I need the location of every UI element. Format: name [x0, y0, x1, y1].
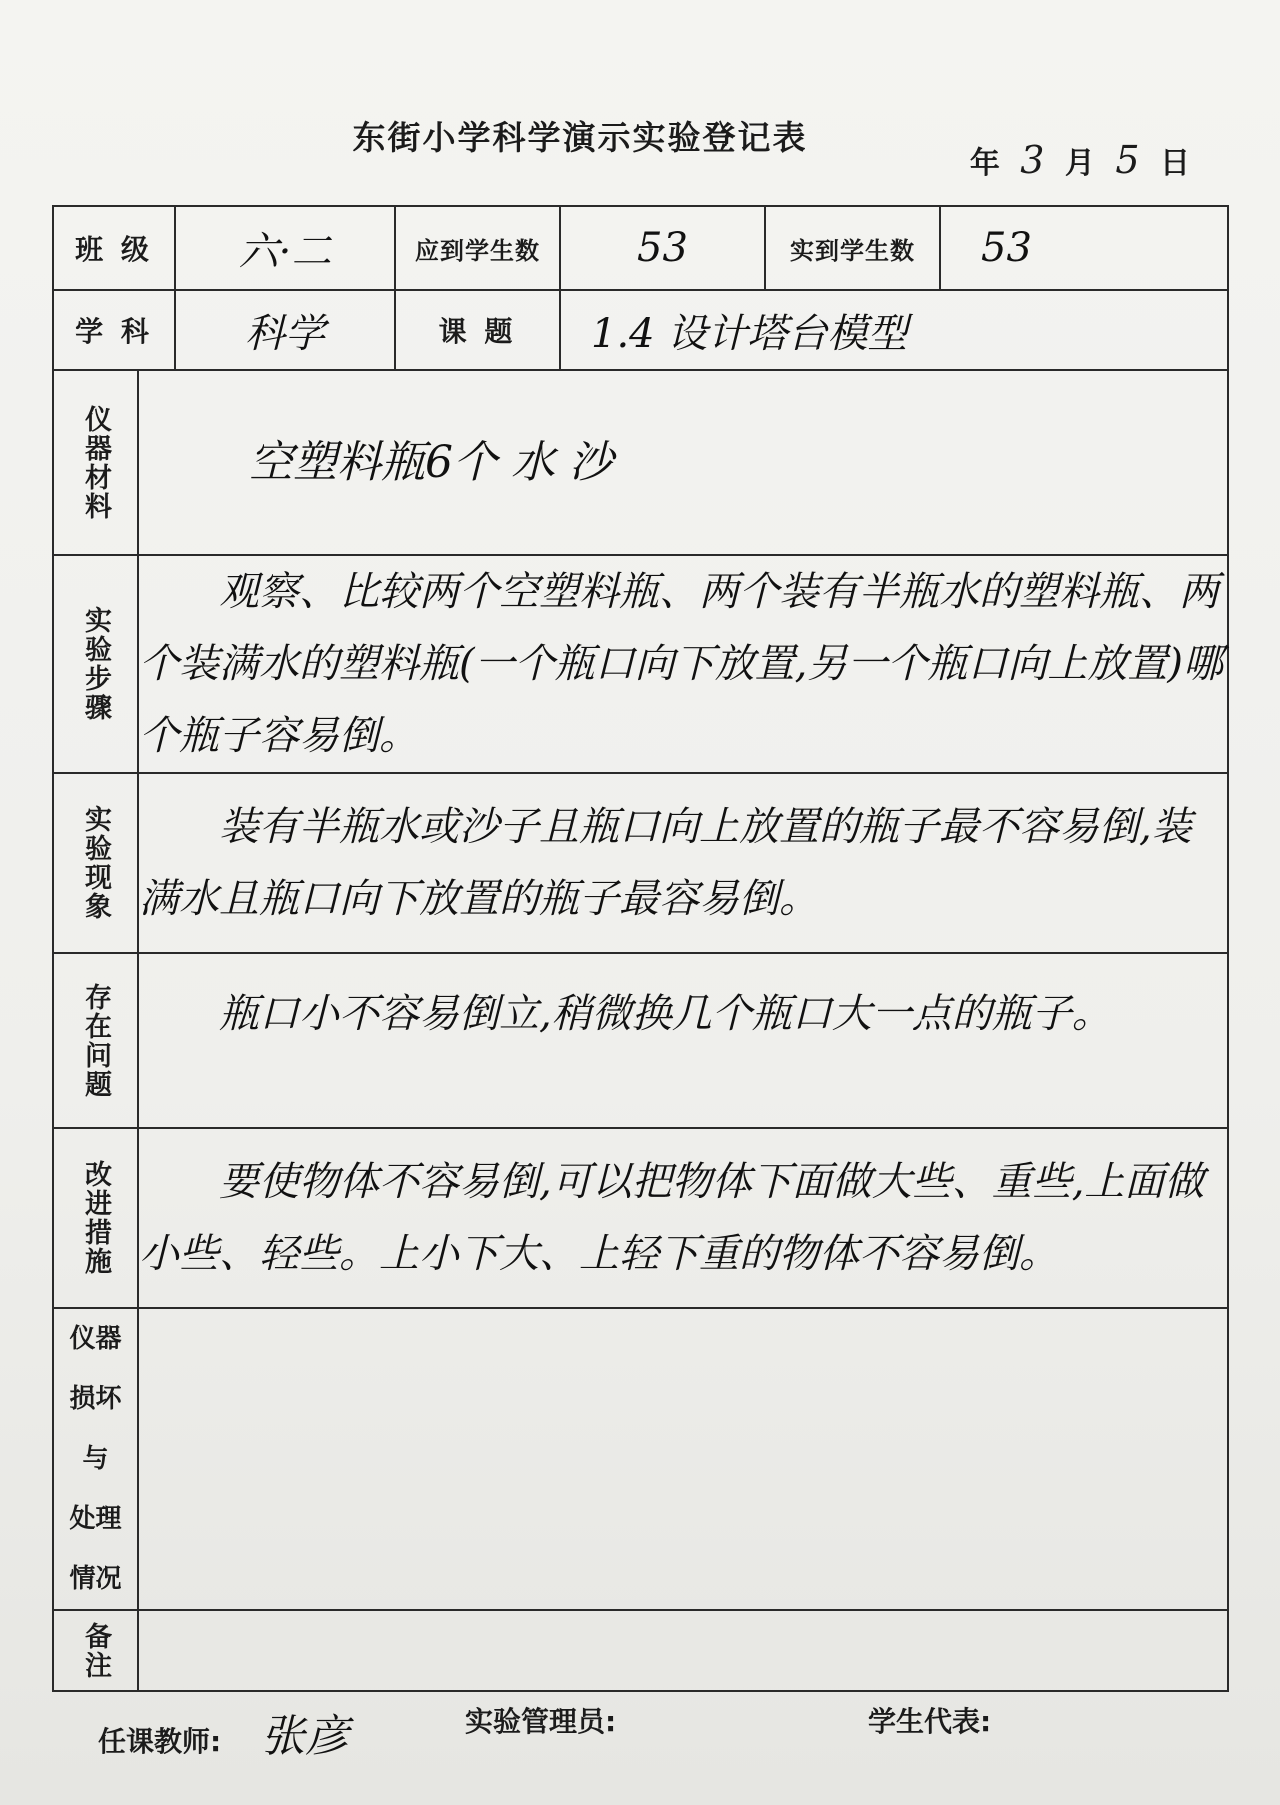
subject-label: 学 科	[53, 290, 175, 370]
remarks-label: 备注	[80, 1621, 111, 1680]
subject-value: 科学	[175, 290, 395, 370]
topic-value: 1.4 设计塔台模型	[560, 290, 1228, 370]
row-subject	[53, 290, 1228, 370]
actual-students-value: 53	[940, 206, 1228, 290]
row-phenomenon	[53, 773, 1228, 953]
damage-value	[138, 1308, 1228, 1610]
damage-label	[53, 1308, 138, 1610]
row-class	[53, 206, 1228, 290]
registration-table	[52, 205, 1229, 1692]
row-steps	[53, 555, 1228, 773]
row-problems	[53, 953, 1228, 1128]
topic-label: 课 题	[395, 290, 560, 370]
steps-label: 实验步骤	[80, 606, 111, 722]
row-remarks	[53, 1610, 1228, 1691]
day-label: 日	[1160, 146, 1190, 181]
actual-students-label: 实到学生数	[765, 206, 940, 290]
problems-value: 瓶口小不容易倒立,稍微换几个瓶口大一点的瓶子。	[138, 953, 1228, 1128]
phenomenon-value: 装有半瓶水或沙子且瓶口向上放置的瓶子最不容易倒,装满水且瓶口向下放置的瓶子最容易倒。	[138, 773, 1228, 953]
materials-value: 空塑料瓶6个 水 沙	[138, 370, 1228, 555]
teacher-signature: 张彦	[260, 1711, 349, 1762]
date-line	[970, 138, 1190, 182]
damage-label-line-3: 与	[82, 1444, 109, 1474]
row-damage	[53, 1308, 1228, 1610]
expected-students-label: 应到学生数	[395, 206, 560, 290]
remarks-value	[138, 1610, 1228, 1691]
class-label: 班 级	[53, 206, 175, 290]
row-materials	[53, 370, 1228, 555]
damage-label-line-2: 损坏	[69, 1384, 122, 1414]
class-value: 六·二	[175, 206, 395, 290]
teacher-signature-line	[98, 1700, 349, 1764]
improvement-value: 要使物体不容易倒,可以把物体下面做大些、重些,上面做小些、轻些。上小下大、上轻下重的物体不容易倒。	[138, 1128, 1228, 1308]
teacher-label: 任课教师:	[98, 1725, 222, 1758]
month-value: 3	[1020, 138, 1045, 182]
damage-label-line-5: 情况	[69, 1564, 122, 1594]
admin-signature-line	[465, 1700, 616, 1740]
student-signature-line	[868, 1700, 991, 1740]
damage-label-line-4: 处理	[69, 1504, 122, 1534]
expected-students-value: 53	[560, 206, 765, 290]
month-label: 月	[1064, 146, 1095, 181]
year-label: 年	[969, 146, 1000, 181]
day-value: 5	[1115, 138, 1140, 182]
student-label: 学生代表:	[868, 1705, 992, 1738]
materials-label: 仪器材料	[80, 404, 111, 521]
row-improvement	[53, 1128, 1228, 1308]
steps-value: 观察、比较两个空塑料瓶、两个装有半瓶水的塑料瓶、两个装满水的塑料瓶(一个瓶口向下放置,另一个瓶口向上放置)哪个瓶子容易倒。	[138, 555, 1228, 773]
phenomenon-label: 实验现象	[80, 805, 111, 921]
problems-label: 存在问题	[80, 982, 111, 1099]
improvement-label: 改进措施	[80, 1160, 111, 1276]
admin-label: 实验管理员:	[465, 1705, 617, 1738]
damage-label-line-1: 仪器	[69, 1324, 122, 1354]
form-title: 东街小学科学演示实验登记表	[352, 118, 808, 157]
